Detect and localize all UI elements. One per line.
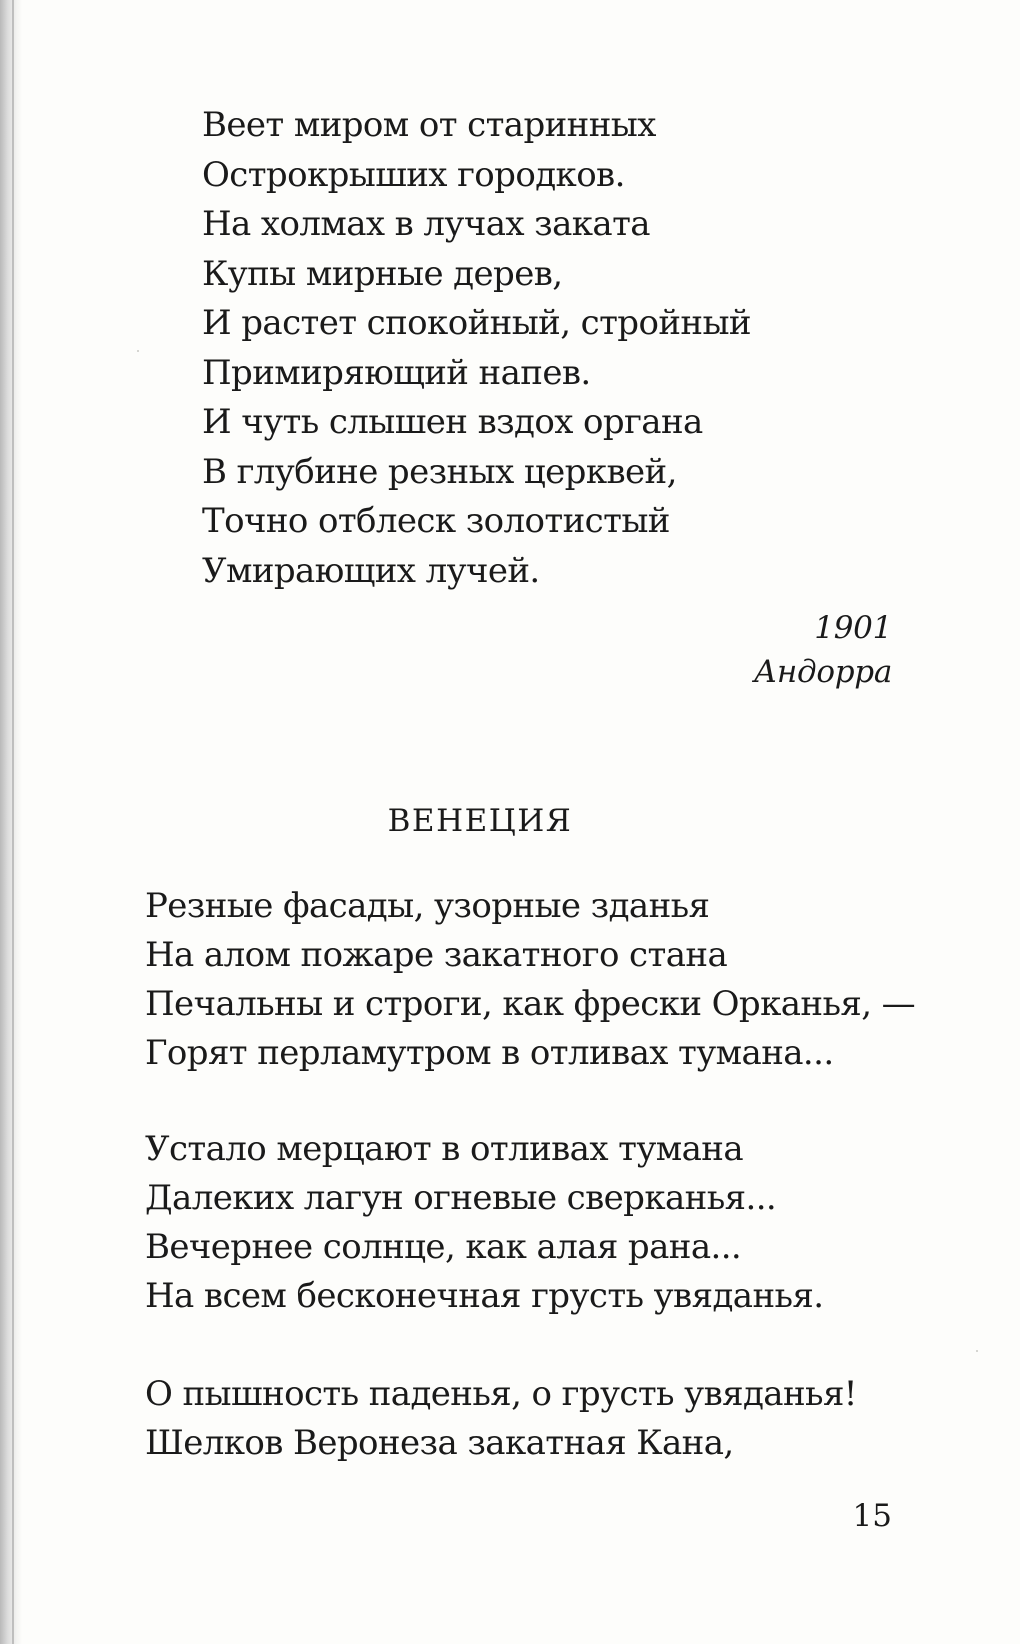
poem-line: Веет миром от старинных — [202, 105, 656, 145]
poem-line: Примиряющий напев. — [202, 352, 591, 393]
poem-line: Резные фасады, узорные зданья — [145, 886, 710, 926]
poem-line: Вечернее солнце, как алая рана... — [145, 1227, 742, 1267]
poem-line: И растет спокойный, стройный — [202, 303, 751, 343]
poem-line: О пышность паденья, о грусть увяданья! — [145, 1374, 857, 1414]
poem-1-place: Андорра — [753, 654, 892, 690]
poem-line: На всем бесконечная грусть увяданья. — [145, 1276, 824, 1316]
poem-2-stanza-3 — [145, 1370, 857, 1468]
poem-1-stanza — [202, 101, 751, 596]
poem-line: На алом пожаре закатного стана — [145, 935, 728, 975]
poem-1-year: 1901 — [814, 610, 892, 646]
page-number: 15 — [852, 1498, 892, 1534]
poem-1-dating — [754, 606, 892, 694]
poem-line: В глубине резных церквей, — [202, 451, 677, 492]
poem-line: Горят перламутром в отливах тумана... — [145, 1033, 834, 1073]
poem-line: Купы мирные дерев, — [202, 253, 563, 294]
poem-line: Умирающих лучей. — [202, 550, 540, 591]
poem-2-stanza-2 — [145, 1125, 823, 1321]
poem-line: Острокрыших городков. — [202, 154, 625, 195]
poem-2-title: ВЕНЕЦИЯ — [387, 803, 573, 839]
poem-line: Шелков Веронеза закатная Кана, — [145, 1423, 734, 1463]
poem-line: Далеких лагун огневые сверканья... — [145, 1178, 777, 1218]
paper-speck — [976, 1350, 978, 1352]
paper-speck — [137, 350, 139, 352]
poem-line: Печальны и строги, как фрески Орканья, — — [145, 984, 916, 1024]
poem-line: И чуть слышен вздох органа — [202, 402, 703, 442]
poem-2-stanza-1 — [145, 882, 915, 1078]
poem-line: Точно отблеск золотистый — [202, 501, 670, 541]
poem-line: На холмах в лучах заката — [202, 204, 650, 244]
poem-line: Устало мерцают в отливах тумана — [145, 1129, 743, 1169]
